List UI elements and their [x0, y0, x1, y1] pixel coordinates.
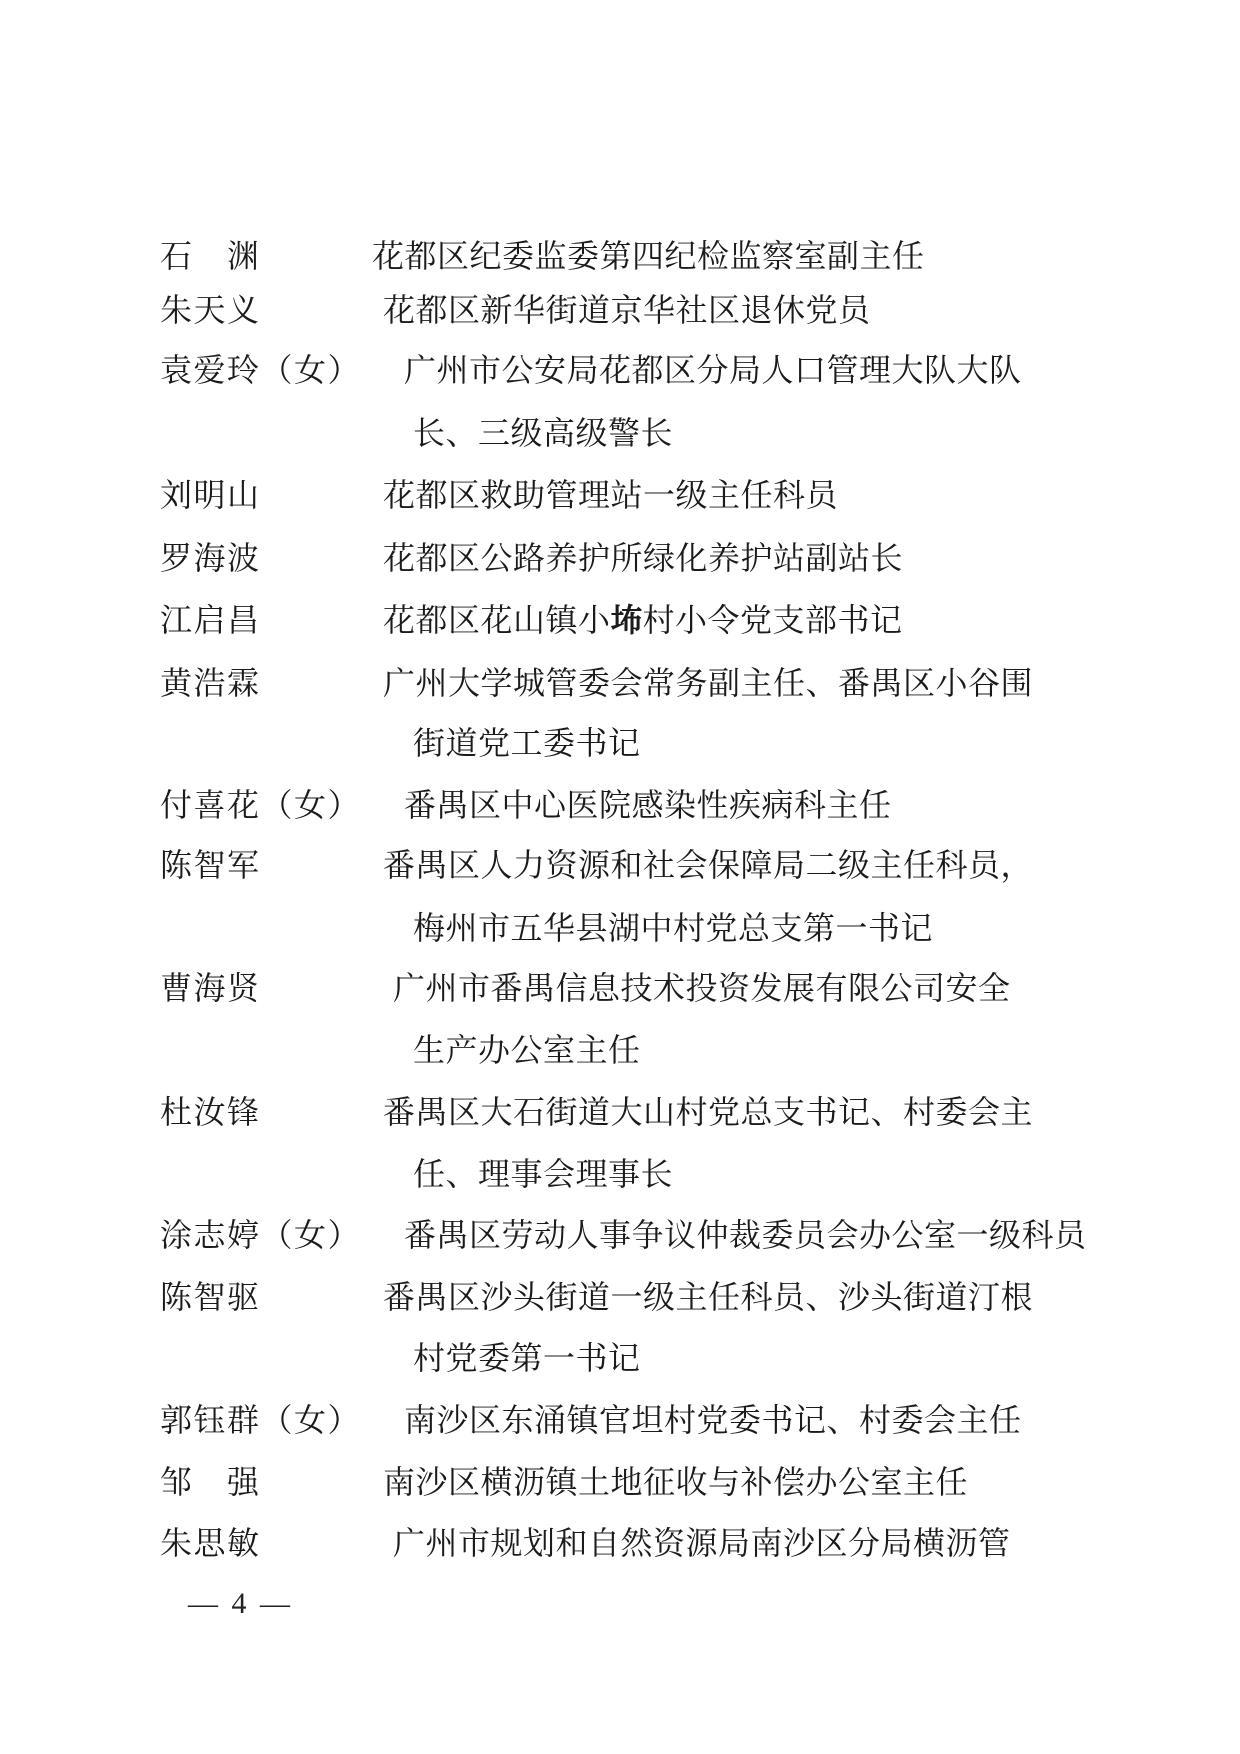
position-line: 番禺区沙头街道一级主任科员、沙头街道汀根	[383, 1279, 1034, 1315]
person-name: 刘明山	[160, 477, 261, 513]
person-name: 黄浩霖	[160, 665, 261, 701]
position-line: 番禺区大石街道大山村党总支书记、村委会主	[383, 1094, 1034, 1130]
position-line-continuation: 村党委第一书记	[413, 1340, 641, 1376]
position-line: 广州大学城管委会常务副主任、番禺区小谷围	[383, 665, 1034, 701]
person-name: 陈智驱	[160, 1279, 261, 1315]
person-name: 江启昌	[160, 602, 261, 638]
position-line	[383, 603, 903, 637]
position-line: 花都区公路养护所绿化养护站副站长	[383, 540, 904, 576]
person-name: 杜汝锋	[160, 1094, 261, 1130]
position-line: 花都区新华街道京华社区退休党员	[383, 292, 871, 328]
position-line-post: 村小令党支部书记	[642, 602, 903, 638]
position-line-continuation: 长、三级高级警长	[413, 415, 674, 451]
position-line: 番禺区中心医院感染性疾病科主任	[404, 787, 892, 823]
person-name: 付喜花（女）	[160, 787, 362, 823]
page-number: — 4 —	[188, 1587, 293, 1620]
position-line: 番禺区劳动人事争议仲裁委员会办公室一级科员	[404, 1217, 1087, 1253]
person-name: 袁爱玲（女）	[160, 352, 362, 388]
person-name: 邹 强	[160, 1464, 261, 1500]
position-line: 南沙区横沥镇土地征收与补偿办公室主任	[383, 1464, 969, 1500]
position-line-pre: 花都区花山镇小	[383, 602, 611, 638]
person-name: 郭钰群（女）	[160, 1402, 362, 1438]
position-line: 花都区救助管理站一级主任科员	[383, 477, 839, 513]
position-line-continuation: 任、理事会理事长	[413, 1156, 674, 1192]
person-name: 朱思敏	[160, 1525, 261, 1561]
person-name: 陈智军	[160, 847, 261, 883]
person-name: 朱天义	[160, 292, 261, 328]
position-line-continuation: 街道党工委书记	[413, 725, 641, 761]
person-name: 曹海贤	[160, 970, 261, 1006]
position-line: 花都区纪委监委第四纪检监察室副主任	[372, 238, 925, 274]
rare-character: 㘵	[610, 602, 643, 638]
person-name: 罗海波	[160, 540, 261, 576]
position-line: 广州市番禺信息技术投资发展有限公司安全	[393, 970, 1011, 1006]
person-name: 石 渊	[160, 238, 261, 274]
position-line: 广州市规划和自然资源局南沙区分局横沥管	[393, 1525, 1011, 1561]
position-line-continuation: 生产办公室主任	[413, 1032, 641, 1068]
position-line: 广州市公安局花都区分局人口管理大队大队	[404, 352, 1022, 388]
position-line: 番禺区人力资源和社会保障局二级主任科员，	[383, 847, 1034, 883]
position-line-continuation: 梅州市五华县湖中村党总支第一书记	[413, 910, 934, 946]
position-line: 南沙区东涌镇官坦村党委书记、村委会主任	[404, 1402, 1022, 1438]
person-name: 涂志婷（女）	[160, 1217, 362, 1253]
